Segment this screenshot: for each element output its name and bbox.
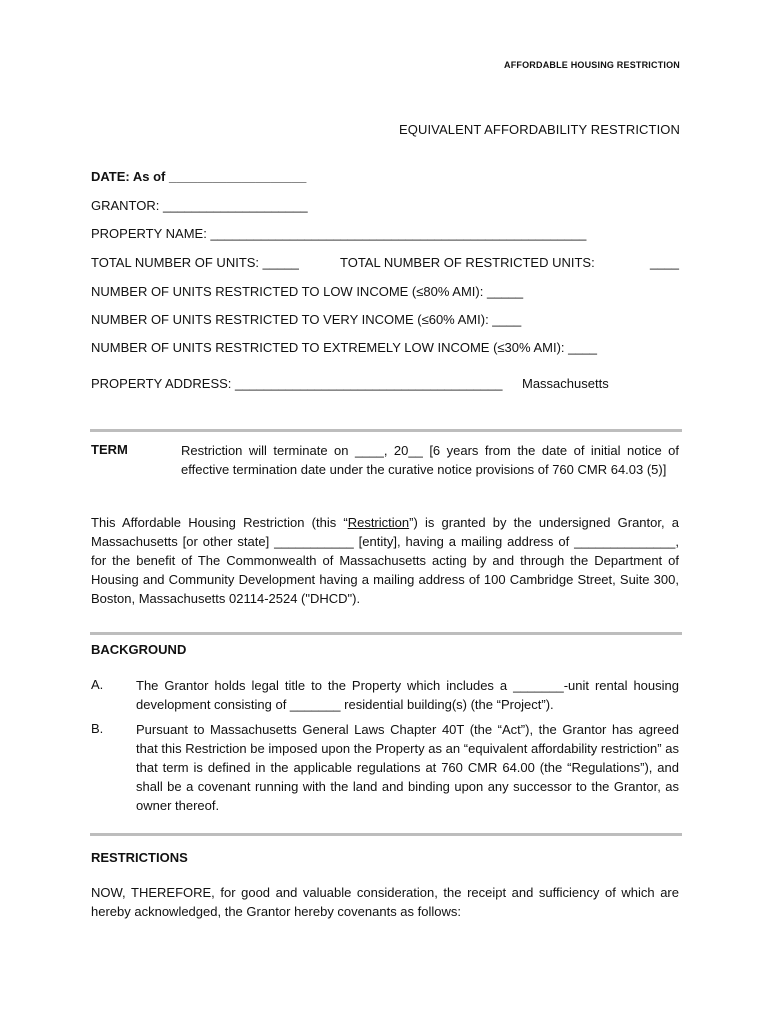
term-label: TERM (91, 442, 128, 457)
background-item-mark: A. (91, 677, 104, 692)
intro-text-start: This Affordable Housing Restriction (this “ (91, 515, 348, 530)
background-item-mark: B. (91, 721, 104, 736)
property-address-field: PROPERTY ADDRESS: _____________________________________ (91, 376, 503, 391)
document-title: EQUIVALENT AFFORDABILITY RESTRICTION (399, 122, 680, 137)
grantor-field: GRANTOR: ____________________ (91, 198, 308, 213)
property-state: Massachusetts (522, 376, 609, 391)
restrictions-paragraph: NOW, THEREFORE, for good and valuable consideration, the receipt and sufficiency of which are hereby acknowledged, the Grantor hereby covenants as follows: (91, 885, 679, 919)
low-income-units-field: NUMBER OF UNITS RESTRICTED TO LOW INCOME (≤80% AMI): _____ (91, 284, 524, 299)
very-low-income-units-field: NUMBER OF UNITS RESTRICTED TO VERY INCOME (≤60% AMI): ____ (91, 312, 522, 327)
background-item-text: Pursuant to Massachusetts General Laws Chapter 40T (the “Act”), the Grantor has agreed that this Restriction be imposed upon the Property as an “equivalent affordability restriction” as that term is defined in the applicable regulations at 760 CMR 64.00 (the “Regulations”), and shall be a covenant running with the land and binding upon any successor to the Grantor, as owner thereof. (136, 722, 679, 813)
background-heading: BACKGROUND (91, 642, 187, 657)
restricted-units-label: TOTAL NUMBER OF RESTRICTED UNITS: (340, 255, 595, 270)
property-name-field: PROPERTY NAME: ____________________________________________________ (91, 226, 587, 241)
restrictions-heading: RESTRICTIONS (91, 850, 188, 865)
section-divider (90, 429, 682, 432)
section-divider (90, 632, 682, 635)
date-field: DATE: As of ___________________ (91, 169, 307, 184)
intro-text-end: ”) is granted by the undersigned Grantor, a Massachusetts [or other state] ___________ [entity], having a mailing address of ______________, for the benefit of The Commonwealth of Massachusetts acting by and through the Department of Housing and Community Development having a mailing address of 100 Cambridge Street, Suite 300, Boston, Massachusetts 02114-2524 ("DHCD"). (91, 515, 679, 606)
term-text: Restriction will terminate on ____, 20__ [6 years from the date of initial notice of effective termination date under the curative notice provisions of 760 CMR 64.03 (5)] (181, 443, 679, 477)
background-item-text: The Grantor holds legal title to the Property which includes a _______-unit rental housing development consisting of _______ residential building(s) (the “Project”). (136, 678, 679, 712)
restricted-units-blank: ____ (650, 255, 679, 270)
running-header: AFFORDABLE HOUSING RESTRICTION (504, 60, 680, 70)
restriction-defined-term: Restriction (347, 515, 410, 530)
extremely-low-income-units-field: NUMBER OF UNITS RESTRICTED TO EXTREMELY LOW INCOME (≤30% AMI): ____ (91, 340, 598, 355)
intro-paragraph (91, 513, 679, 608)
section-divider (90, 833, 682, 836)
total-units-field: TOTAL NUMBER OF UNITS: _____ (91, 255, 299, 270)
